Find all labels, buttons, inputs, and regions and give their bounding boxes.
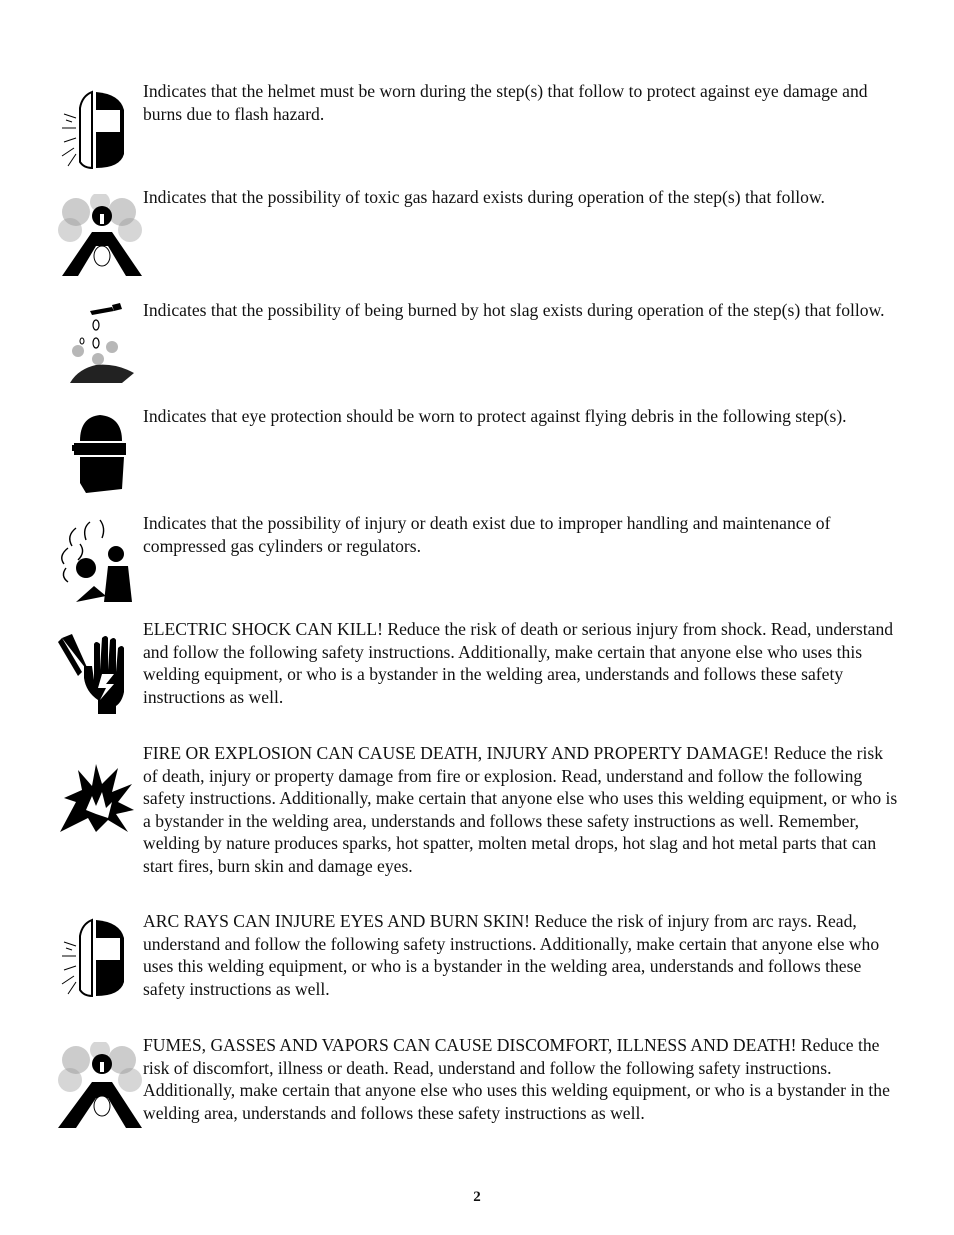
safety-text: ELECTRIC SHOCK CAN KILL! Reduce the risk of death or serious injury from shock. Read, understand and follow the following safety instructions. Additionally, make certain that anyone else who uses this welding equipment, or who is a bystander in the welding area, understands and follows these safety instructions as well.	[143, 619, 894, 707]
electric-shock-hand-icon	[56, 630, 144, 718]
safety-text: FUMES, GASSES AND VAPORS CAN CAUSE DISCOMFORT, ILLNESS AND DEATH! Reduce the risk of discomfort, illness or death. Read, understand and follow the following safety instructions. Additionally, make certain that anyone else who uses this welding equipment, or who is a bystander in the welding area, understands and follows these safety instructions as well.	[143, 1035, 890, 1123]
safety-goggles-icon	[56, 411, 144, 495]
fire-explosion-icon	[56, 762, 144, 834]
toxic-gas-icon	[56, 194, 144, 278]
page-number: 2	[473, 1189, 481, 1205]
safety-text: FIRE OR EXPLOSION CAN CAUSE DEATH, INJURY AND PROPERTY DAMAGE! Reduce the risk of death, injury or property damage from fire or explosion. Read, understand and follow the following safety instructions. Additionally, make certain that anyone else who uses this welding equipment, or who is a bystander in the welding area, understands and follows these safety instructions as well. Remember, welding by nature produces sparks, hot spatter, molten metal drops, hot slag and hot metal parts that can start fires, burn skin and damage eyes.	[143, 743, 898, 876]
safety-text: Indicates that the possibility of being burned by hot slag exists during operation of the step(s) that follow.	[143, 300, 885, 320]
toxic-gas-icon	[56, 1042, 144, 1130]
safety-text: Indicates that the possibility of injury or death exist due to improper handling and maintenance of compressed gas cylinders or regulators.	[143, 513, 831, 556]
safety-text: ARC RAYS CAN INJURE EYES AND BURN SKIN! Reduce the risk of injury from arc rays. Read, understand and follow the following safety instructions. Additionally, make certain that anyone else who uses this welding equipment, or who is a bystander in the welding area, understands and follows these safety instructions as well.	[143, 911, 880, 999]
gas-cylinder-explosion-icon	[56, 516, 144, 604]
hot-slag-icon	[56, 303, 144, 387]
welding-helmet-icon	[56, 88, 144, 172]
welding-helmet-icon	[56, 916, 144, 1000]
safety-text: Indicates that the possibility of toxic gas hazard exists during operation of the step(s) that follow.	[143, 187, 825, 207]
safety-text: Indicates that the helmet must be worn during the step(s) that follow to protect against eye damage and burns due to flash hazard.	[143, 81, 868, 124]
safety-text: Indicates that eye protection should be worn to protect against flying debris in the following step(s).	[143, 406, 847, 426]
